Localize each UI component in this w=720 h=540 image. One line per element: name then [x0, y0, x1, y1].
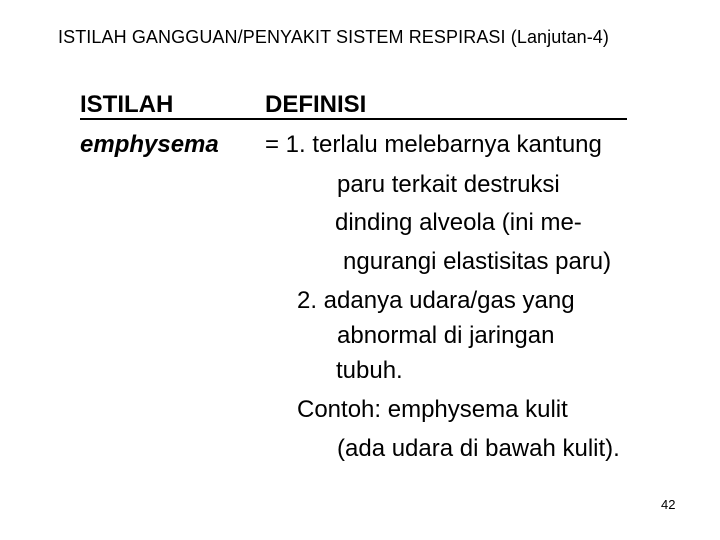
table-header	[0, 91, 720, 121]
definition-line: tubuh.	[336, 357, 403, 384]
page-number: 42	[661, 497, 676, 512]
header-istilah: ISTILAH	[80, 91, 174, 118]
header-definisi: DEFINISI	[265, 91, 367, 118]
definition-line: paru terkait destruksi	[337, 171, 560, 198]
definition-line: 2. adanya udara/gas yang	[297, 287, 575, 314]
definition-line: ngurangi elastisitas paru)	[343, 248, 612, 275]
definition-line: abnormal di jaringan	[337, 322, 555, 349]
definition-line: dinding alveola (ini me-	[335, 209, 582, 236]
definition-line: = 1. terlalu melebarnya kantung	[265, 131, 602, 158]
term-emphysema: emphysema	[80, 131, 219, 158]
slide-title: ISTILAH GANGGUAN/PENYAKIT SISTEM RESPIRASI (Lanjutan-4)	[58, 27, 609, 47]
header-underline	[80, 118, 627, 120]
definition-line: (ada udara di bawah kulit).	[337, 435, 620, 462]
definition-line: Contoh: emphysema kulit	[297, 396, 568, 423]
